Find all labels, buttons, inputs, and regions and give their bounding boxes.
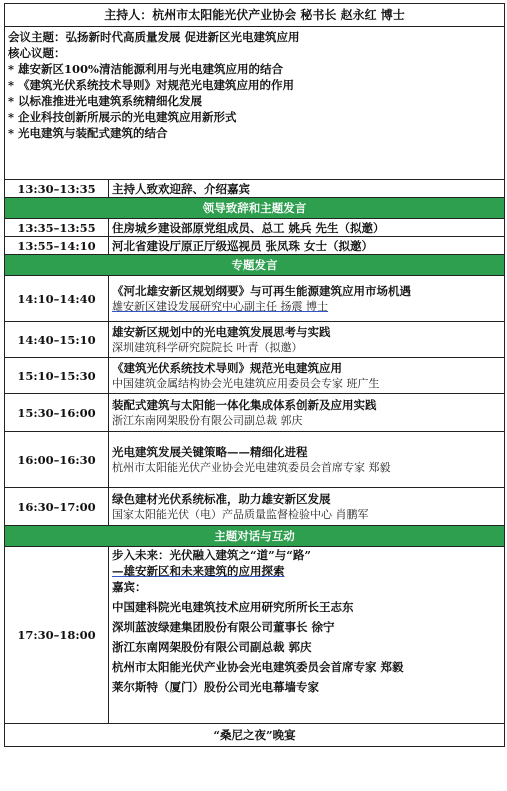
topic-item: * 以标准推进光电建筑系统精细化发展 xyxy=(8,93,501,109)
talk-cell xyxy=(109,322,505,358)
talk-time: 15:10–15:30 xyxy=(5,358,109,394)
talk-speaker: 杭州市太阳能光伏产业协会光电建筑委员会首席专家 郑毅 xyxy=(112,460,391,474)
talk-title: 《河北雄安新区规划纲要》与可再生能源建筑应用市场机遇 xyxy=(112,283,411,298)
talk-speaker: 浙江东南网架股份有限公司副总裁 郭庆 xyxy=(112,413,303,427)
topic-item: * 雄安新区100%清洁能源利用与光电建筑应用的结合 xyxy=(8,61,501,77)
talk-cell xyxy=(109,432,505,488)
talk-cell xyxy=(109,394,505,432)
guest-item: 莱尔斯特（厦门）股份公司光电幕墙专家 xyxy=(112,680,319,694)
talk-time: 16:00–16:30 xyxy=(5,432,109,488)
guest-item: 杭州市太阳能光伏产业协会光电建筑委员会首席专家 郑毅 xyxy=(112,660,404,674)
talk-speaker: 中国建筑金属结构协会光电建筑应用委员会专家 班广生 xyxy=(112,376,380,390)
opening-text: 主持人致欢迎辞、介绍嘉宾 xyxy=(109,180,505,198)
talk-time: 15:30–16:00 xyxy=(5,394,109,432)
theme-line: 会议主题：弘扬新时代高质量发展 促进新区光电建筑应用 xyxy=(8,30,300,44)
talk-title: 绿色建材光伏系统标准，助力雄安新区发展 xyxy=(112,491,331,506)
guest-item: 中国建科院光电建筑技术应用研究所所长王志东 xyxy=(112,600,354,614)
dialogue-time: 17:30–18:00 xyxy=(5,547,109,724)
guests-label: 嘉宾： xyxy=(112,580,147,594)
topic-item: * 光电建筑与装配式建筑的结合 xyxy=(8,125,501,141)
talk-speaker: 国家太阳能光伏（电）产品质量监督检验中心 肖鹏军 xyxy=(112,507,369,521)
agenda-table xyxy=(4,3,505,747)
talk-speaker: 深圳建筑科学研究院院长 叶青（拟邀） xyxy=(112,340,303,354)
guest-item: 浙江东南网架股份有限公司副总裁 郭庆 xyxy=(112,640,312,654)
host-line: 主持人：杭州市太阳能光伏产业协会 秘书长 赵永红 博士 xyxy=(5,4,505,27)
talk-speaker: 雄安新区建设发展研究中心副主任 扬震 博士 xyxy=(112,299,328,313)
leader-time: 13:35–13:55 xyxy=(5,219,109,237)
talk-cell xyxy=(109,276,505,322)
leader-text: 河北省建设厅原正厅级巡视员 张凤珠 女士（拟邀） xyxy=(109,237,505,255)
topic-item: * 企业科技创新所展示的光电建筑应用新形式 xyxy=(8,109,501,125)
closing-line: “桑尼之夜”晚宴 xyxy=(5,724,505,747)
talk-title: 光电建筑发展关键策略——精细化进程 xyxy=(112,444,308,459)
talk-time: 14:10–14:40 xyxy=(5,276,109,322)
leader-time: 13:55–14:10 xyxy=(5,237,109,255)
leader-text: 住房城乡建设部原党组成员、总工 姚兵 先生（拟邀） xyxy=(109,219,505,237)
talk-title: 装配式建筑与太阳能一体化集成体系创新及应用实践 xyxy=(112,397,377,412)
talk-title: 雄安新区规划中的光电建筑发展思考与实践 xyxy=(112,324,331,339)
talk-time: 14:40–15:10 xyxy=(5,322,109,358)
guest-item: 深圳蓝波绿建集团股份有限公司董事长 徐宁 xyxy=(112,620,335,634)
topics-title: 核心议题： xyxy=(8,46,66,60)
agenda-sheet xyxy=(4,3,504,788)
topic-item: * 《建筑光伏系统技术导则》对规范光电建筑应用的作用 xyxy=(8,77,501,93)
talk-time: 16:30–17:00 xyxy=(5,488,109,526)
talk-cell xyxy=(109,358,505,394)
dialogue-title: 步入未来：光伏融入建筑之“道”与“路” xyxy=(112,548,311,562)
dialogue-cell xyxy=(109,547,505,724)
section-talks-header: 专题发言 xyxy=(5,255,505,276)
dialogue-subtitle: —雄安新区和未来建筑的应用探索 xyxy=(112,564,285,578)
opening-time: 13:30–13:35 xyxy=(5,180,109,198)
talk-title: 《建筑光伏系统技术导则》规范光电建筑应用 xyxy=(112,360,342,375)
intro-cell xyxy=(5,27,505,180)
talk-cell xyxy=(109,488,505,526)
section-dialogue-header: 主题对话与互动 xyxy=(5,526,505,547)
section-leaders-header: 领导致辞和主题发言 xyxy=(5,198,505,219)
